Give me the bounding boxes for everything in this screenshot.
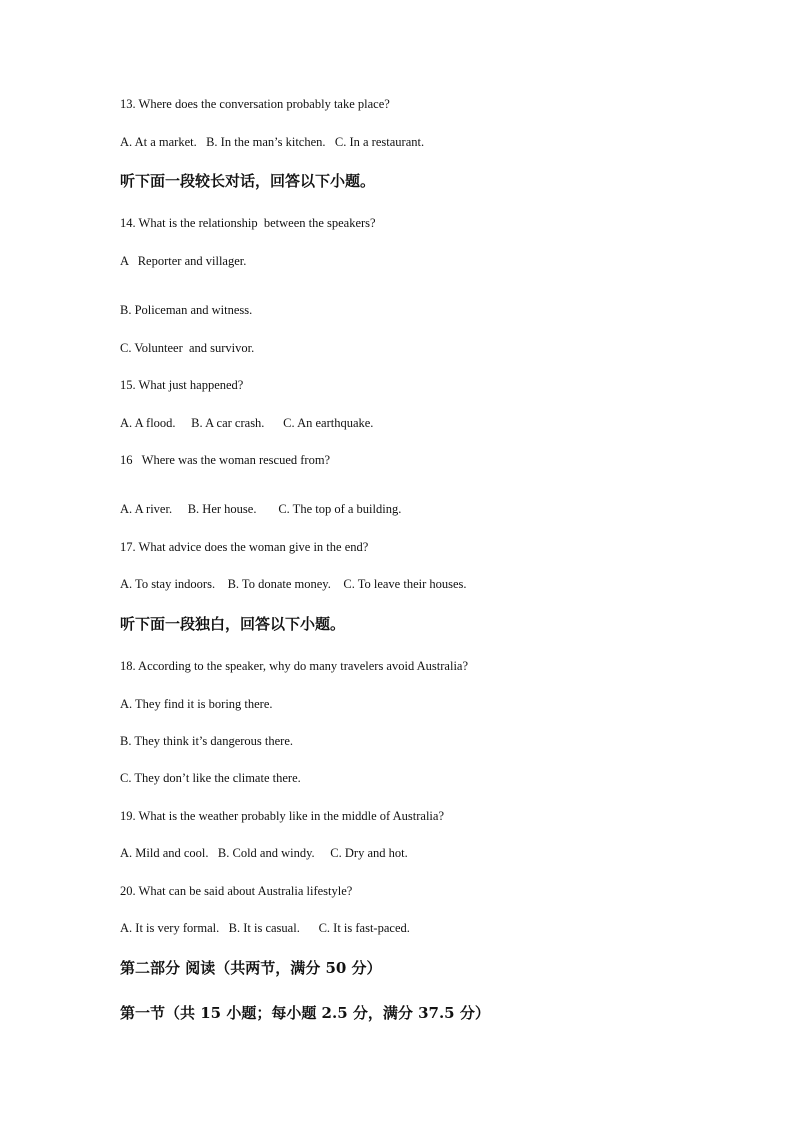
section-instruction-monologue: 听下面一段独白，回答以下小题。: [120, 615, 346, 633]
question-14-option-c: C. Volunteer and survivor.: [120, 341, 255, 355]
section-instruction-dialogue: 听下面一段较长对话，回答以下小题。: [120, 172, 376, 190]
question-16-options: A. A river. B. Her house. C. The top of a building.: [120, 502, 402, 516]
question-20-options: A. It is very formal. B. It is casual. C. It is fast-paced.: [120, 921, 410, 935]
question-13-options: A. At a market. B. In the man’s kitchen. C. In a restaurant.: [120, 135, 425, 149]
question-14-option-a: A Reporter and villager.: [120, 254, 247, 268]
question-13: 13. Where does the conversation probably take place?: [120, 97, 390, 111]
question-19-options: A. Mild and cool. B. Cold and windy. C. Dry and hot.: [120, 846, 408, 860]
question-18: 18. According to the speaker, why do many travelers avoid Australia?: [120, 659, 469, 673]
question-15: 15. What just happened?: [120, 378, 244, 392]
question-18-option-c: C. They don’t like the climate there.: [120, 771, 301, 785]
question-15-options: A. A flood. B. A car crash. C. An earthquake.: [120, 416, 374, 430]
question-18-option-a: A. They find it is boring there.: [120, 697, 273, 711]
question-20: 20. What can be said about Australia lifestyle?: [120, 884, 353, 898]
question-18-option-b: B. They think it’s dangerous there.: [120, 734, 294, 748]
question-19: 19. What is the weather probably like in the middle of Australia?: [120, 809, 444, 823]
question-14: 14. What is the relationship between the speakers?: [120, 216, 376, 230]
question-17: 17. What advice does the woman give in the end?: [120, 540, 369, 554]
section-one-heading: 第一节（共 15 小题；每小题 2.5 分，满分 37.5 分）: [120, 1004, 490, 1022]
question-16: 16 Where was the woman rescued from?: [120, 453, 331, 467]
part-two-heading: 第二部分 阅读（共两节，满分 50 分）: [120, 959, 382, 977]
question-14-option-b: B. Policeman and witness.: [120, 303, 253, 317]
question-17-options: A. To stay indoors. B. To donate money. C. To leave their houses.: [120, 577, 467, 591]
